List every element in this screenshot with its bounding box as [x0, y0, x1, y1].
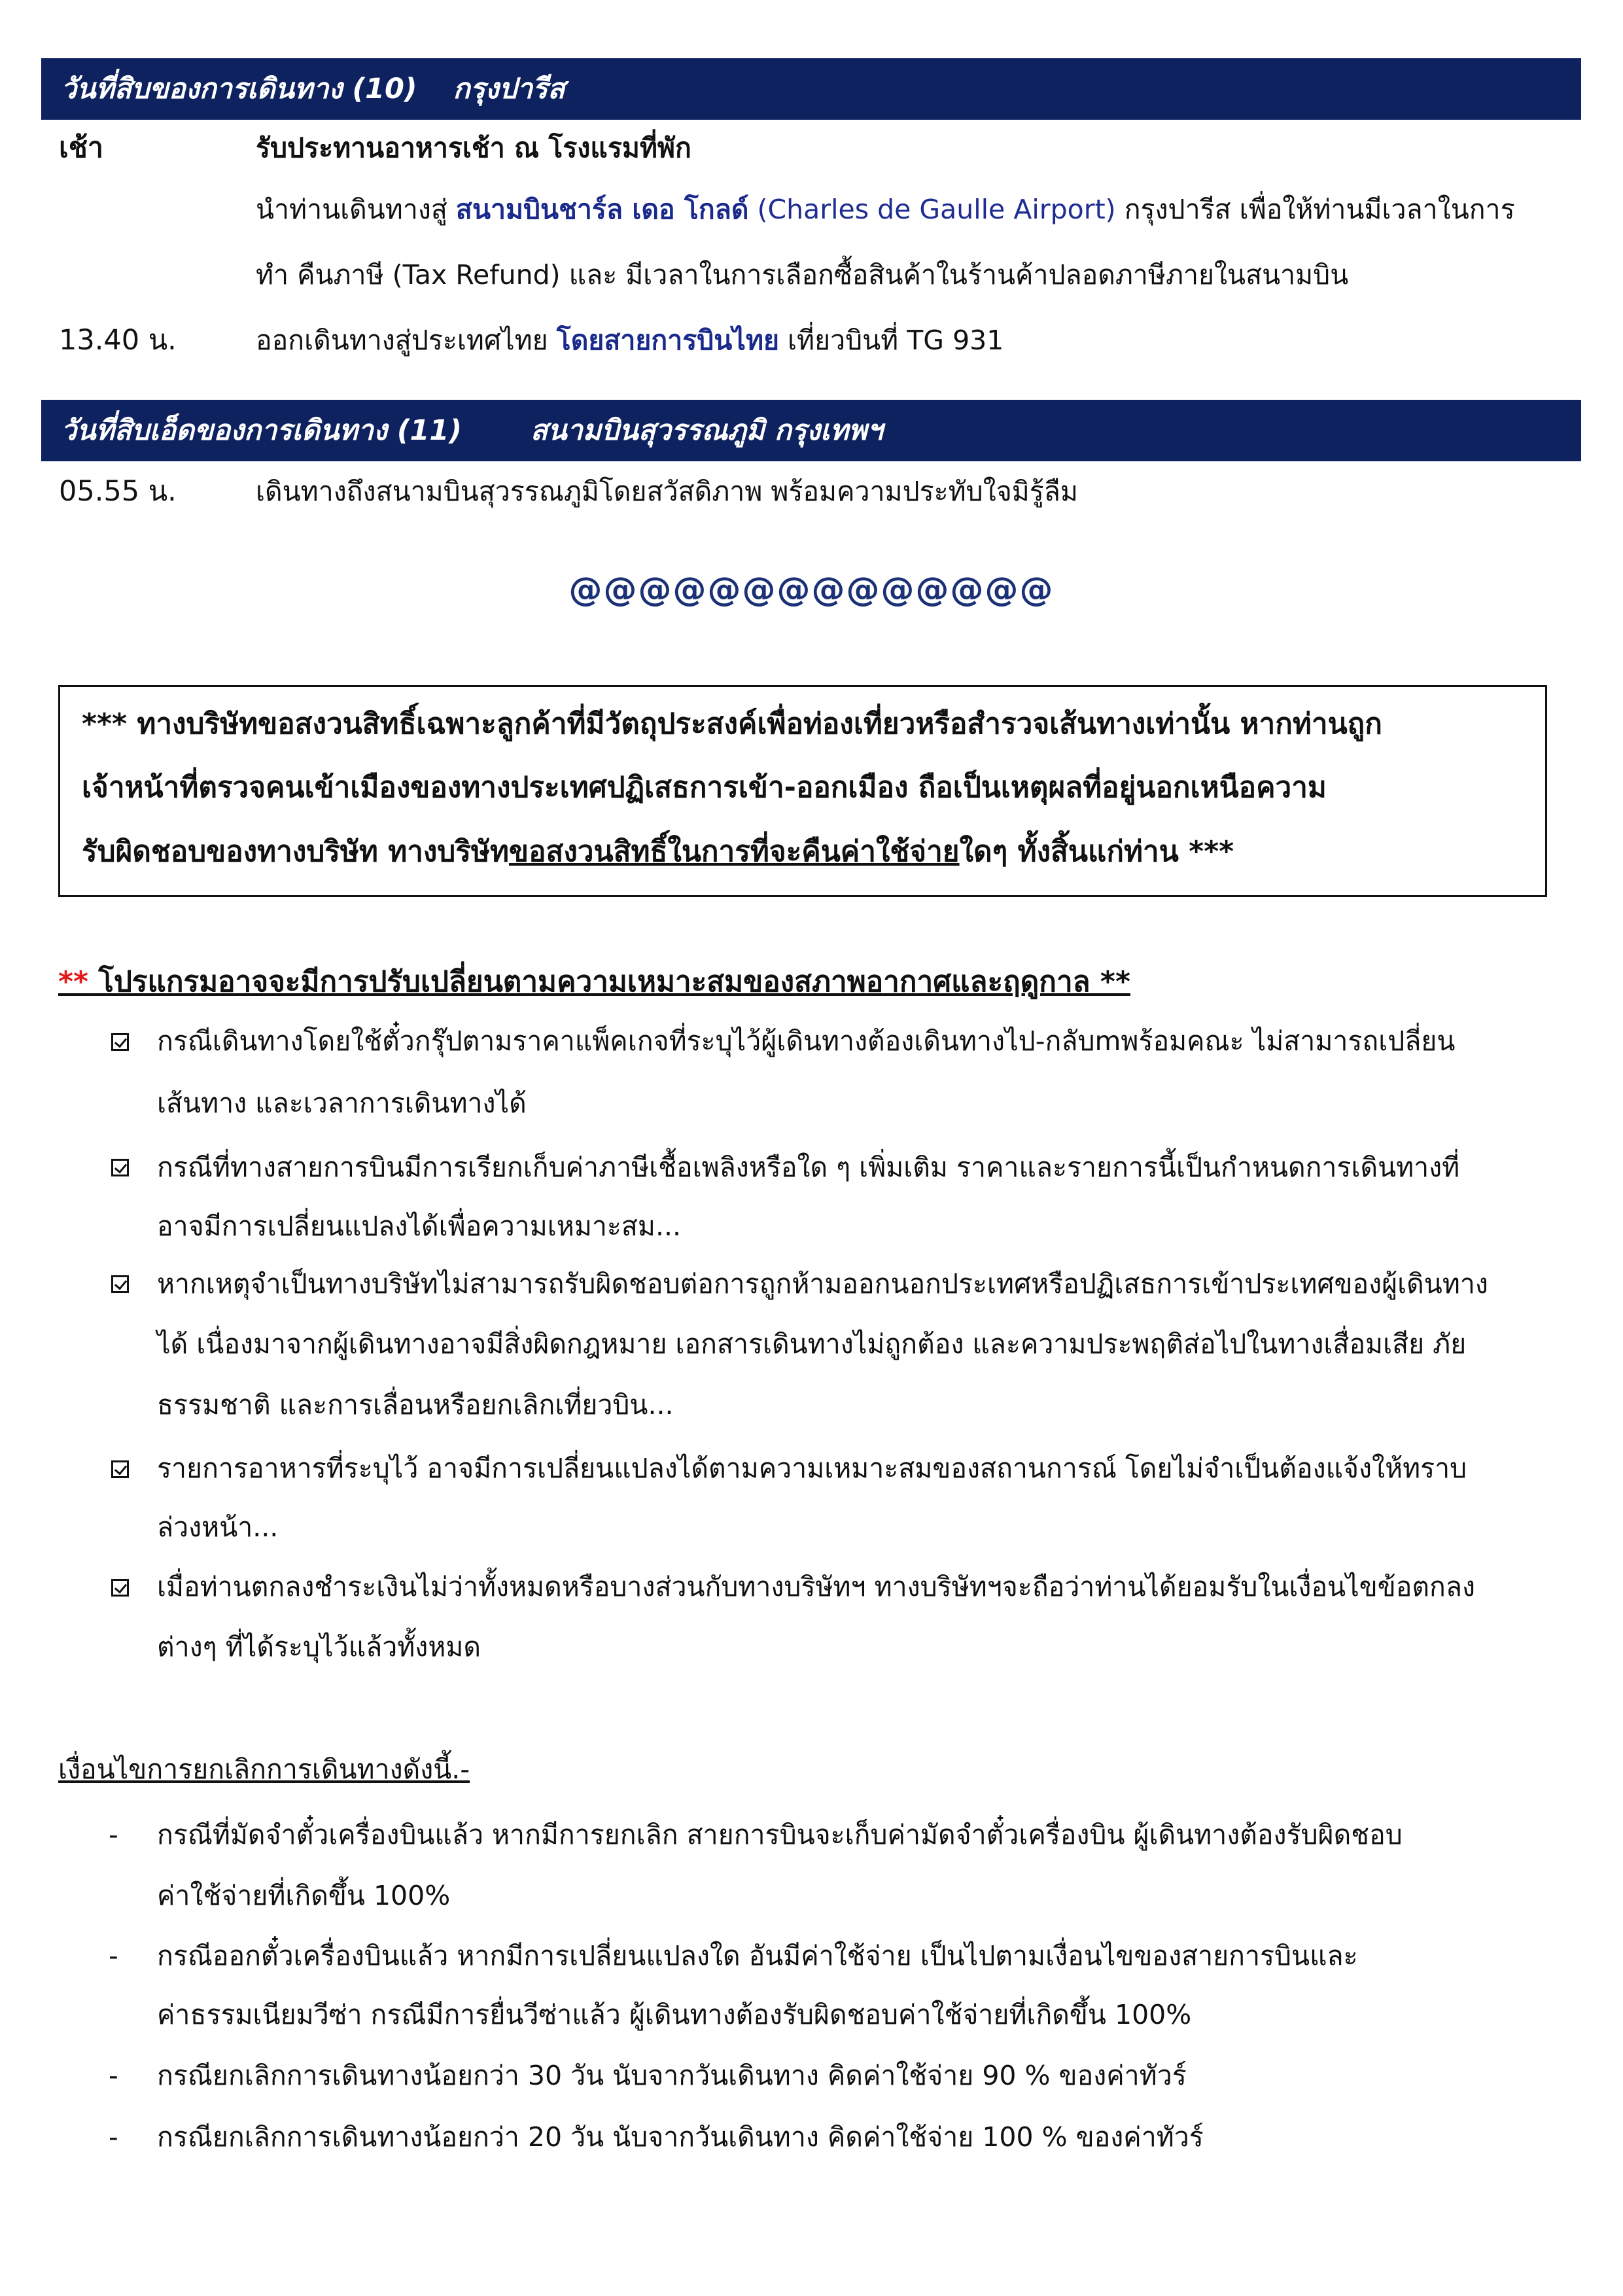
checkbox-icon	[111, 1275, 129, 1293]
cancel-item-2-line2: ค่าธรรมเนียมวีซ่า กรณีมีการยื่นวีซ่าแล้ว ผู้เดินทางต้องรับผิดชอบค่าใช้จ่ายที่เกิดขึ้น 100%	[157, 1999, 1192, 2030]
flight-number: เที่ยวบินที่ TG 931	[779, 325, 1004, 356]
checkbox-icon	[111, 1033, 129, 1051]
day10-line1-prefix: นำท่านเดินทางสู่	[256, 194, 456, 225]
day10-header-day: วันที่สิบของการเดินทาง (10)	[61, 73, 417, 105]
day10-header-place: กรุงปารีส	[453, 73, 565, 105]
morning-label: เช้า	[59, 132, 104, 164]
cancel-item-4: กรณียกเลิกการเดินทางน้อยกว่า 20 วัน นับจากวันเดินทาง คิดค่าใช้จ่าย 100 % ของค่าทัวร์	[157, 2121, 1204, 2153]
checkbox-icon	[111, 1579, 129, 1597]
day11-header-place: สนามบินสุวรรณภูมิ กรุงเทพฯ	[530, 414, 883, 447]
day11-header-day: วันที่สิบเอ็ดของการเดินทาง (11)	[61, 414, 462, 447]
program-item-1-line1: กรณีเดินทางโดยใช้ตั๋วกรุ๊ปตามราคาแพ็คเกจที่ระบุไว้ผู้เดินทางต้องเดินทางไป-กลับmพร้อมคณะ ไม่สามารถเปลี่ยน	[157, 1025, 1456, 1057]
notice-line2: เจ้าหน้าที่ตรวจคนเข้าเมืองของทางประเทศปฏิเสธการเข้า-ออกเมือง ถือเป็นเหตุผลที่อยู่นอกเหนือความ	[82, 771, 1327, 804]
notice-line3	[82, 832, 1234, 872]
day10-line2: ทำ คืนภาษี (Tax Refund) และ มีเวลาในการเลือกซื้อสินค้าในร้านค้าปลอดภาษีภายในสนามบิน	[256, 259, 1349, 291]
program-item-2-line2: อาจมีการเปลี่ยนแปลงได้เพื่อความเหมาะสม...	[157, 1210, 682, 1242]
cancel-item-1-line1: กรณีที่มัดจำตั๋วเครื่องบินแล้ว หากมีการยกเลิก สายการบินจะเก็บค่ามัดจำตั๋วเครื่องบิน ผู้เดินทางต้องรับผิดชอบ	[157, 1819, 1403, 1850]
program-item-2-line1: กรณีที่ทางสายการบินมีการเรียกเก็บค่าภาษีเชื้อเพลิงหรือใด ๆ เพิ่มเติม ราคาและรายการนี้เป็นกำหนดการเดินทางที่	[157, 1152, 1460, 1183]
program-item-5-line1: เมื่อท่านตกลงชำระเงินไม่ว่าทั้งหมดหรือบางส่วนกับทางบริษัทฯ ทางบริษัทฯจะถือว่าท่านได้ยอมรับในเงื่อนไขข้อตกลง	[157, 1571, 1475, 1602]
airline-name: โดยสายการบินไทย	[556, 325, 780, 356]
checkbox-icon	[111, 1460, 129, 1478]
cancel-item-2-line1: กรณีออกตั๋วเครื่องบินแล้ว หากมีการเปลี่ยนแปลงใด อันมีค่าใช้จ่าย เป็นไปตามเงื่อนไขของสายการบินและ	[157, 1940, 1358, 1971]
checkbox-icon	[111, 1159, 129, 1176]
bullet-dash: -	[109, 2121, 118, 2153]
program-note-stars: **	[58, 965, 89, 998]
program-note-title-text: โปรแกรมอาจจะมีการปรับเปลี่ยนตามความเหมาะสมของสภาพอากาศและฤดูกาล **	[88, 965, 1130, 998]
day11-header	[41, 400, 1581, 461]
depart-prefix: ออกเดินทางสู่ประเทศไทย	[256, 325, 557, 356]
program-item-4-line2: ล่วงหน้า...	[157, 1511, 279, 1543]
day10-line1-suffix: กรุงปารีส เพื่อให้ท่านมีเวลาในการ	[1115, 194, 1515, 225]
notice-line3-prefix: รับผิดชอบของทางบริษัท ทางบริษัท	[82, 835, 509, 868]
notice-refund-clause: ขอสงวนสิทธิ์ในการที่จะคืนค่าใช้จ่าย	[508, 835, 960, 868]
day10-line1	[256, 190, 1584, 228]
program-item-3-line3: ธรรมชาติ และการเลื่อนหรือยกเลิกเที่ยวบิน...	[157, 1389, 674, 1421]
cancel-item-1-line2: ค่าใช้จ่ายที่เกิดขึ้น 100%	[157, 1880, 451, 1911]
program-item-3-line1: หากเหตุจำเป็นทางบริษัทไม่สามารถรับผิดชอบต่อการถูกห้ามออกนอกประเทศหรือปฏิเสธการเข้าประเทศของผู้เดินทาง	[157, 1268, 1488, 1299]
bullet-dash: -	[109, 1819, 118, 1850]
cancel-item-3: กรณียกเลิกการเดินทางน้อยกว่า 30 วัน นับจากวันเดินทาง คิดค่าใช้จ่าย 90 % ของค่าทัวร์	[157, 2060, 1187, 2091]
bullet-dash: -	[109, 2060, 118, 2091]
program-item-1-line2: เส้นทาง และเวลาการเดินทางได้	[157, 1087, 527, 1119]
program-item-3-line2: ได้ เนื่องมาจากผู้เดินทางอาจมีสิ่งผิดกฎหมาย เอกสารเดินทางไม่ถูกต้อง และความประพฤติส่อไปในทางเสื่อมเสีย ภัย	[157, 1328, 1467, 1360]
notice-line3-suffix: ใดๆ ทั้งสิ้นแก่ท่าน ***	[959, 835, 1234, 868]
bullet-dash: -	[109, 1940, 118, 1971]
breakfast-text: รับประทานอาหารเช้า ณ โรงแรมที่พัก	[256, 132, 691, 164]
airport-en: (Charles de Gaulle Airport)	[748, 194, 1116, 225]
depart-line	[256, 321, 1584, 359]
airport-name: สนามบินชาร์ล เดอ โกลด์	[455, 194, 749, 225]
depart-time: 13.40 น.	[59, 324, 177, 357]
program-item-4-line1: รายการอาหารที่ระบุไว้ อาจมีการเปลี่ยนแปลงได้ตามความเหมาะสมของสถานการณ์ โดยไม่จำเป็นต้องแจ้งให้ทราบ	[157, 1453, 1467, 1484]
separator-line: @@@@@@@@@@@@@@	[568, 571, 1055, 609]
notice-line1: *** ทางบริษัทขอสงวนสิทธิ์เฉพาะลูกค้าที่มีวัตถุประสงค์เพื่อท่องเที่ยวหรือสำรวจเส้นทางเท่านั้น หากท่านถูก	[82, 707, 1382, 741]
cancellation-title: เงื่อนไขการยกเลิกการเดินทางดังนี้.-	[58, 1754, 470, 1785]
program-item-5-line2: ต่างๆ ที่ได้ระบุไว้แล้วทั้งหมด	[157, 1631, 481, 1663]
day10-header	[41, 58, 1581, 120]
arrive-time: 05.55 น.	[59, 475, 177, 508]
program-note-title	[58, 962, 1130, 1002]
arrive-text: เดินทางถึงสนามบินสุวรรณภูมิโดยสวัสดิภาพ พร้อมความประทับใจมิรู้ลืม	[256, 476, 1078, 507]
notice-box	[58, 685, 1547, 897]
